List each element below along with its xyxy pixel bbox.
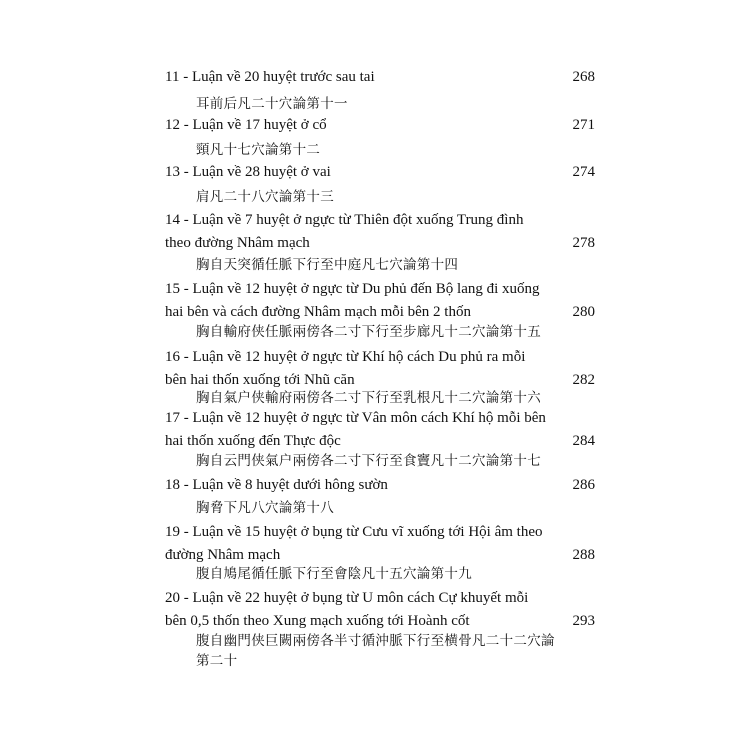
toc-entry-19 [165,521,595,567]
page-number: 284 [572,433,595,449]
chinese-title: 腹自幽門侠巨闕兩傍各半寸循沖脈下行至横骨凡二十二穴論 [196,633,555,648]
entry-title-line: hai thốn xuống đến Thực độc [165,433,341,449]
entry-title-line: bên hai thốn xuống tới Nhũ căn [165,372,355,388]
entry-title-line: hai bên và cách đường Nhâm mạch mỗi bên 2 thốn [165,304,471,320]
entry-title-line: 20 - Luận về 22 huyệt ở bụng từ U môn cách Cự khuyết mỗi [165,590,529,606]
toc-entry-20 [165,587,595,633]
chinese-title: 頸凡十七穴論第十二 [196,142,321,157]
entry-title-line: bên 0,5 thốn theo Xung mạch xuống tới Hoành cốt [165,613,470,629]
entry-title-line: 17 - Luận về 12 huyệt ở ngực từ Vân môn cách Khí hộ mỗi bên [165,410,546,426]
chinese-title: 肩凡二十八穴論第十三 [196,189,334,204]
entry-title-line: 12 - Luận về 17 huyệt ở cổ [165,117,327,133]
page-number: 286 [572,477,595,493]
page-number: 271 [572,117,595,133]
chinese-title: 胸自云門侠氣户兩傍各二寸下行至食竇凡十二穴論第十七 [196,453,541,468]
page-number: 282 [572,372,595,388]
toc-entry-11 [165,66,595,89]
toc-entry-14 [165,209,595,255]
entry-title-line: 16 - Luận về 12 huyệt ở ngực từ Khí hộ cách Du phủ ra mỗi [165,349,526,365]
toc-entry-13 [165,161,595,184]
page-number: 274 [572,164,595,180]
entry-title-line: 14 - Luận về 7 huyệt ở ngực từ Thiên đột xuống Trung đình [165,212,524,228]
chinese-title-continued: 第二十 [196,653,238,668]
chinese-title: 胸自輸府侠任脈兩傍各二寸下行至步廊凡十二穴論第十五 [196,324,541,339]
page-number: 280 [572,304,595,320]
chinese-title: 耳前后凡二十穴論第十一 [196,96,348,111]
page-number: 268 [572,69,595,85]
entry-title-line: 18 - Luận về 8 huyệt dưới hông sườn [165,477,388,493]
entry-title [165,66,595,89]
page-number: 293 [572,613,595,629]
entry-title-line: theo đường Nhâm mạch [165,235,310,251]
toc-entry-18 [165,474,595,497]
toc-entry-17 [165,407,595,453]
chinese-title: 胸脅下凡八穴論第十八 [196,500,334,515]
entry-title [165,474,595,497]
page-number: 278 [572,235,595,251]
entry-title-line: 11 - Luận về 20 huyệt trước sau tai [165,69,375,85]
entry-title-line: 19 - Luận về 15 huyệt ở bụng từ Cưu vĩ xuống tới Hội âm theo [165,524,543,540]
entry-title-line: 15 - Luận về 12 huyệt ở ngực từ Du phủ đến Bộ lang đi xuống [165,281,540,297]
page-number: 288 [572,547,595,563]
chinese-title: 胸自天突循任脈下行至中庭凡七穴論第十四 [196,257,459,272]
toc-entry-12 [165,114,595,137]
chinese-title: 腹自鳩尾循任脈下行至會陰凡十五穴論第十九 [196,566,472,581]
entry-title [165,161,595,184]
entry-title-line: đường Nhâm mạch [165,547,281,563]
entry-title [165,114,595,137]
toc-entry-16 [165,346,595,392]
chinese-title: 胸自氣户侠輸府兩傍各二寸下行至乳根凡十二穴論第十六 [196,390,541,405]
toc-entry-15 [165,278,595,324]
entry-title [165,232,595,255]
entry-title-line: 13 - Luận về 28 huyệt ở vai [165,164,331,180]
